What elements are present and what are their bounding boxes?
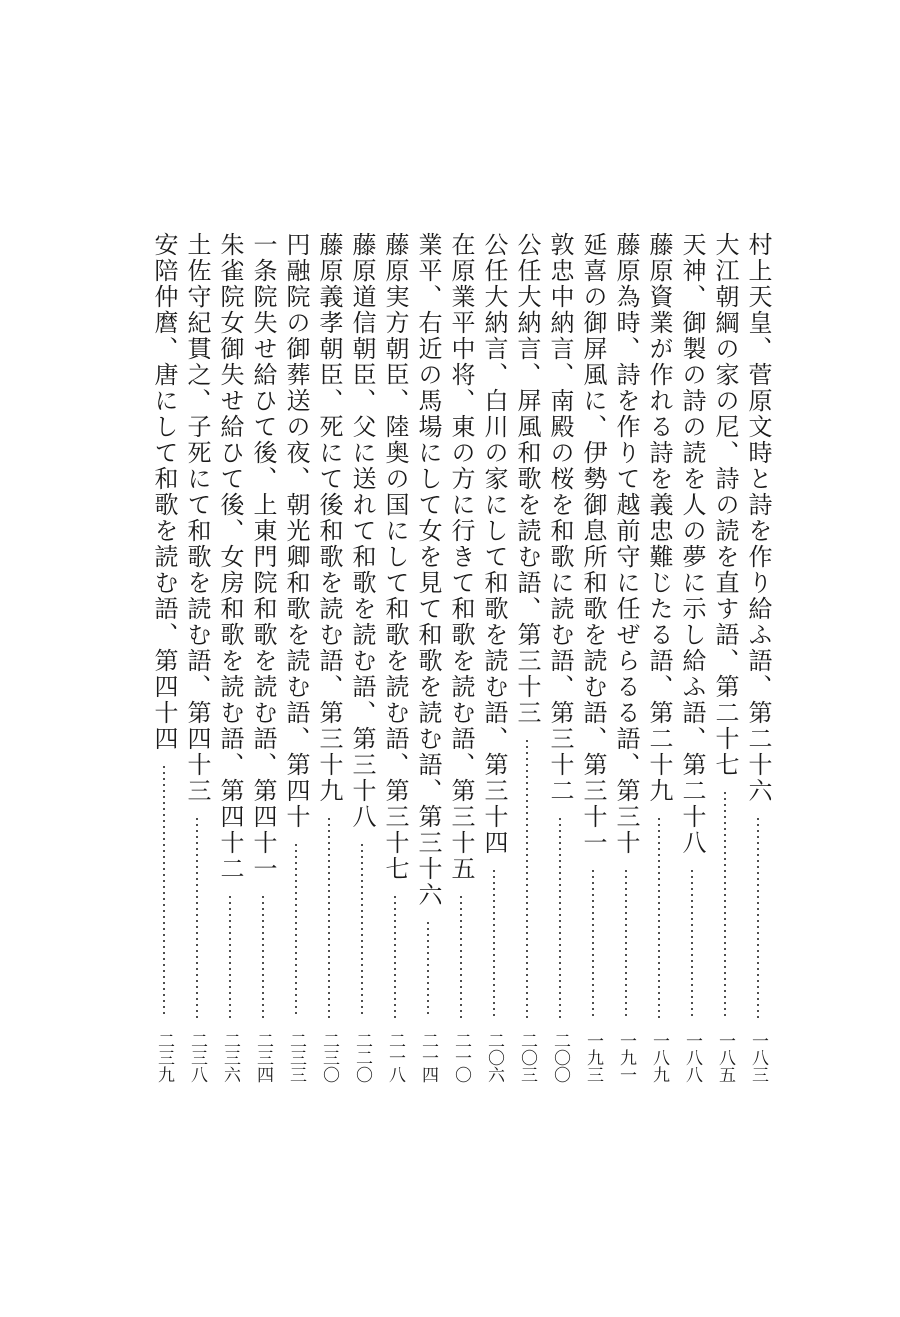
toc-entry xyxy=(410,232,446,1112)
toc-entry-page: 二一四 xyxy=(418,1032,438,1083)
toc-entry xyxy=(377,232,413,1112)
dot-leader xyxy=(526,738,528,1018)
toc-entry xyxy=(344,232,380,1112)
toc-entry-page: 一八三 xyxy=(748,1032,768,1083)
toc-entry-page: 二一八 xyxy=(385,1032,405,1083)
toc-entry xyxy=(311,232,347,1112)
dot-leader xyxy=(658,816,660,1018)
toc-entry xyxy=(509,232,545,1112)
toc-entry-title: 朱雀院女御失せ給ひて後、女房和歌を読む語、第四十二 xyxy=(216,232,244,882)
dot-leader xyxy=(757,816,759,1018)
toc-entry-page: 二三九 xyxy=(154,1032,174,1083)
dot-leader xyxy=(493,868,495,1018)
toc-entry-title: 公任大納言、白川の家にして和歌を読む語、第三十四 xyxy=(480,232,508,856)
toc-entry xyxy=(245,232,281,1112)
toc-entry-title: 藤原資業が作れる詩を義忠難じたる語、第二十九 xyxy=(645,232,673,804)
dot-leader xyxy=(328,816,330,1018)
dot-leader xyxy=(229,894,231,1018)
toc-entry-page: 一九一 xyxy=(616,1032,636,1083)
toc-entry-page: 二〇三 xyxy=(517,1032,537,1083)
dot-leader xyxy=(625,868,627,1018)
toc-entry-page: 二三六 xyxy=(220,1032,240,1083)
toc-entry-page: 一八八 xyxy=(682,1032,702,1083)
toc-entry-title: 在原業平中将、東の方に行きて和歌を読む語、第三十五 xyxy=(447,232,475,882)
toc-entry xyxy=(608,232,644,1112)
toc-entry xyxy=(740,232,776,1112)
dot-leader xyxy=(460,894,462,1018)
dot-leader xyxy=(559,816,561,1018)
toc-entry xyxy=(146,232,182,1112)
toc-entry xyxy=(641,232,677,1112)
toc-entry xyxy=(575,232,611,1112)
dot-leader xyxy=(361,842,363,1018)
dot-leader xyxy=(427,920,429,1018)
dot-leader xyxy=(163,764,165,1018)
toc-entry-page: 一九三 xyxy=(583,1032,603,1083)
toc-entry xyxy=(476,232,512,1112)
dot-leader xyxy=(295,842,297,1018)
toc-entry-title: 公任大納言、屏風和歌を読む語、第三十三 xyxy=(513,232,541,726)
toc-entry xyxy=(542,232,578,1112)
toc-entry-page: 二〇六 xyxy=(484,1032,504,1083)
toc-entry xyxy=(707,232,743,1112)
dot-leader xyxy=(691,868,693,1018)
dot-leader xyxy=(262,894,264,1018)
toc-entry-title: 土佐守紀貫之、子死にて和歌を読む語、第四十三 xyxy=(183,232,211,804)
toc-entry xyxy=(674,232,710,1112)
toc-entry-title: 安陪仲麿、唐にして和歌を読む語、第四十四 xyxy=(150,232,178,752)
toc-entry-page: 一八九 xyxy=(649,1032,669,1083)
toc-entry-title: 藤原義孝朝臣、死にて後和歌を読む語、第三十九 xyxy=(315,232,343,804)
toc-entry-page: 二三三 xyxy=(286,1032,306,1083)
toc-entry-title: 敦忠中納言、南殿の桜を和歌に読む語、第三十二 xyxy=(546,232,574,804)
toc-entry-title: 天神、御製の詩の読を人の夢に示し給ふ語、第二十八 xyxy=(678,232,706,856)
toc-entry-title: 藤原為時、詩を作りて越前守に任ぜらるる語、第三十 xyxy=(612,232,640,856)
toc-entry-title: 一条院失せ給ひて後、上東門院和歌を読む語、第四十一 xyxy=(249,232,277,882)
toc-entry-page: 二三八 xyxy=(187,1032,207,1083)
toc-entry xyxy=(179,232,215,1112)
toc-entry xyxy=(212,232,248,1112)
toc-entry-page: 二一〇 xyxy=(451,1032,471,1083)
toc-entry-title: 延喜の御屏風に、伊勢御息所和歌を読む語、第三十一 xyxy=(579,232,607,856)
toc-entry-title: 業平、右近の馬場にして女を見て和歌を読む語、第三十六 xyxy=(414,232,442,908)
toc-entry-title: 村上天皇、菅原文時と詩を作り給ふ語、第二十六 xyxy=(744,232,772,804)
dot-leader xyxy=(592,868,594,1018)
dot-leader xyxy=(196,816,198,1018)
toc-entry-title: 藤原実方朝臣、陸奥の国にして和歌を読む語、第三十七 xyxy=(381,232,409,882)
toc-entry-title: 藤原道信朝臣、父に送れて和歌を読む語、第三十八 xyxy=(348,232,376,830)
toc-entry-title: 大江朝綱の家の尼、詩の読を直す語、第二十七 xyxy=(711,232,739,778)
toc-entry-page: 二二〇 xyxy=(352,1032,372,1083)
toc-entry-page: 二三四 xyxy=(253,1032,273,1083)
toc-entry-title: 円融院の御葬送の夜、朝光卿和歌を読む語、第四十 xyxy=(282,232,310,830)
toc-entry xyxy=(278,232,314,1112)
toc-entry-page: 二三〇 xyxy=(319,1032,339,1083)
toc-entry-page: 一八五 xyxy=(715,1032,735,1083)
dot-leader xyxy=(724,790,726,1018)
dot-leader xyxy=(394,894,396,1018)
toc-entry xyxy=(443,232,479,1112)
toc-entry-page: 二〇〇 xyxy=(550,1032,570,1083)
